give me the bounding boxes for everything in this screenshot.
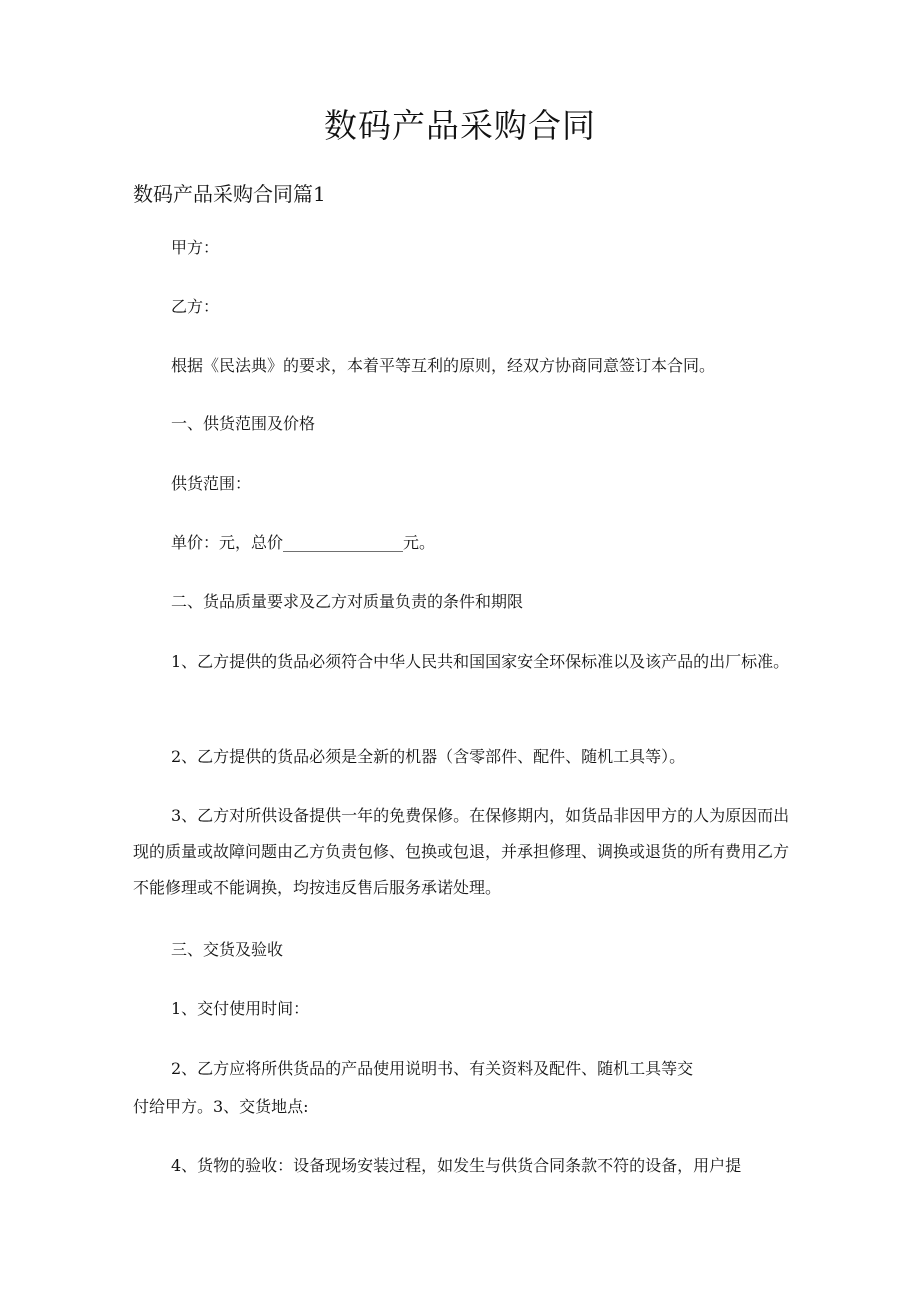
delivery-item-2-line-1: 2、乙方应将所供货品的产品使用说明书、有关资料及配件、随机工具等交	[171, 1059, 694, 1078]
quality-item-2: 2、乙方提供的货品必须是全新的机器（含零部件、配件、随机工具等）。	[171, 747, 686, 766]
clause-heading-3: 三、交货及验收	[171, 940, 284, 959]
preamble-paragraph: 根据《民法典》的要求，本着平等互利的原则，经双方协商同意签订本合同。	[171, 356, 716, 375]
price-line: 单价：元，总价_______________元。	[171, 533, 436, 552]
party-a-line: 甲方：	[171, 238, 220, 257]
document-title: 数码产品采购合同	[324, 106, 596, 145]
section-heading: 数码产品采购合同篇1	[133, 182, 326, 206]
quality-item-1: 1、乙方提供的货品必须符合中华人民共和国国家安全环保标准以及该产品的出厂标准。	[171, 652, 790, 671]
acceptance-item-4: 4、货物的验收：设备现场安装过程，如发生与供货合同条款不符的设备，用户提	[171, 1156, 742, 1175]
clause-heading-1: 一、供货范围及价格	[171, 414, 316, 433]
quality-item-3: 3、乙方对所供设备提供一年的免费保修。在保修期内，如货品非因甲方的人为原因而出现的质量或故障问题由乙方负责包修、包换或包退，并承担修理、调换或退货的所有费用乙方不能修理或不能调换，均按违反售后服务承诺处理。	[133, 806, 790, 897]
delivery-item-2-line-2: 付给甲方。3、交货地点:	[133, 1097, 309, 1116]
party-b-line: 乙方：	[171, 297, 220, 316]
delivery-item-1: 1、交付使用时间：	[171, 999, 310, 1018]
clause-heading-2: 二、货品质量要求及乙方对质量负责的条件和期限	[171, 592, 524, 611]
supply-scope-line: 供货范围：	[171, 474, 252, 493]
